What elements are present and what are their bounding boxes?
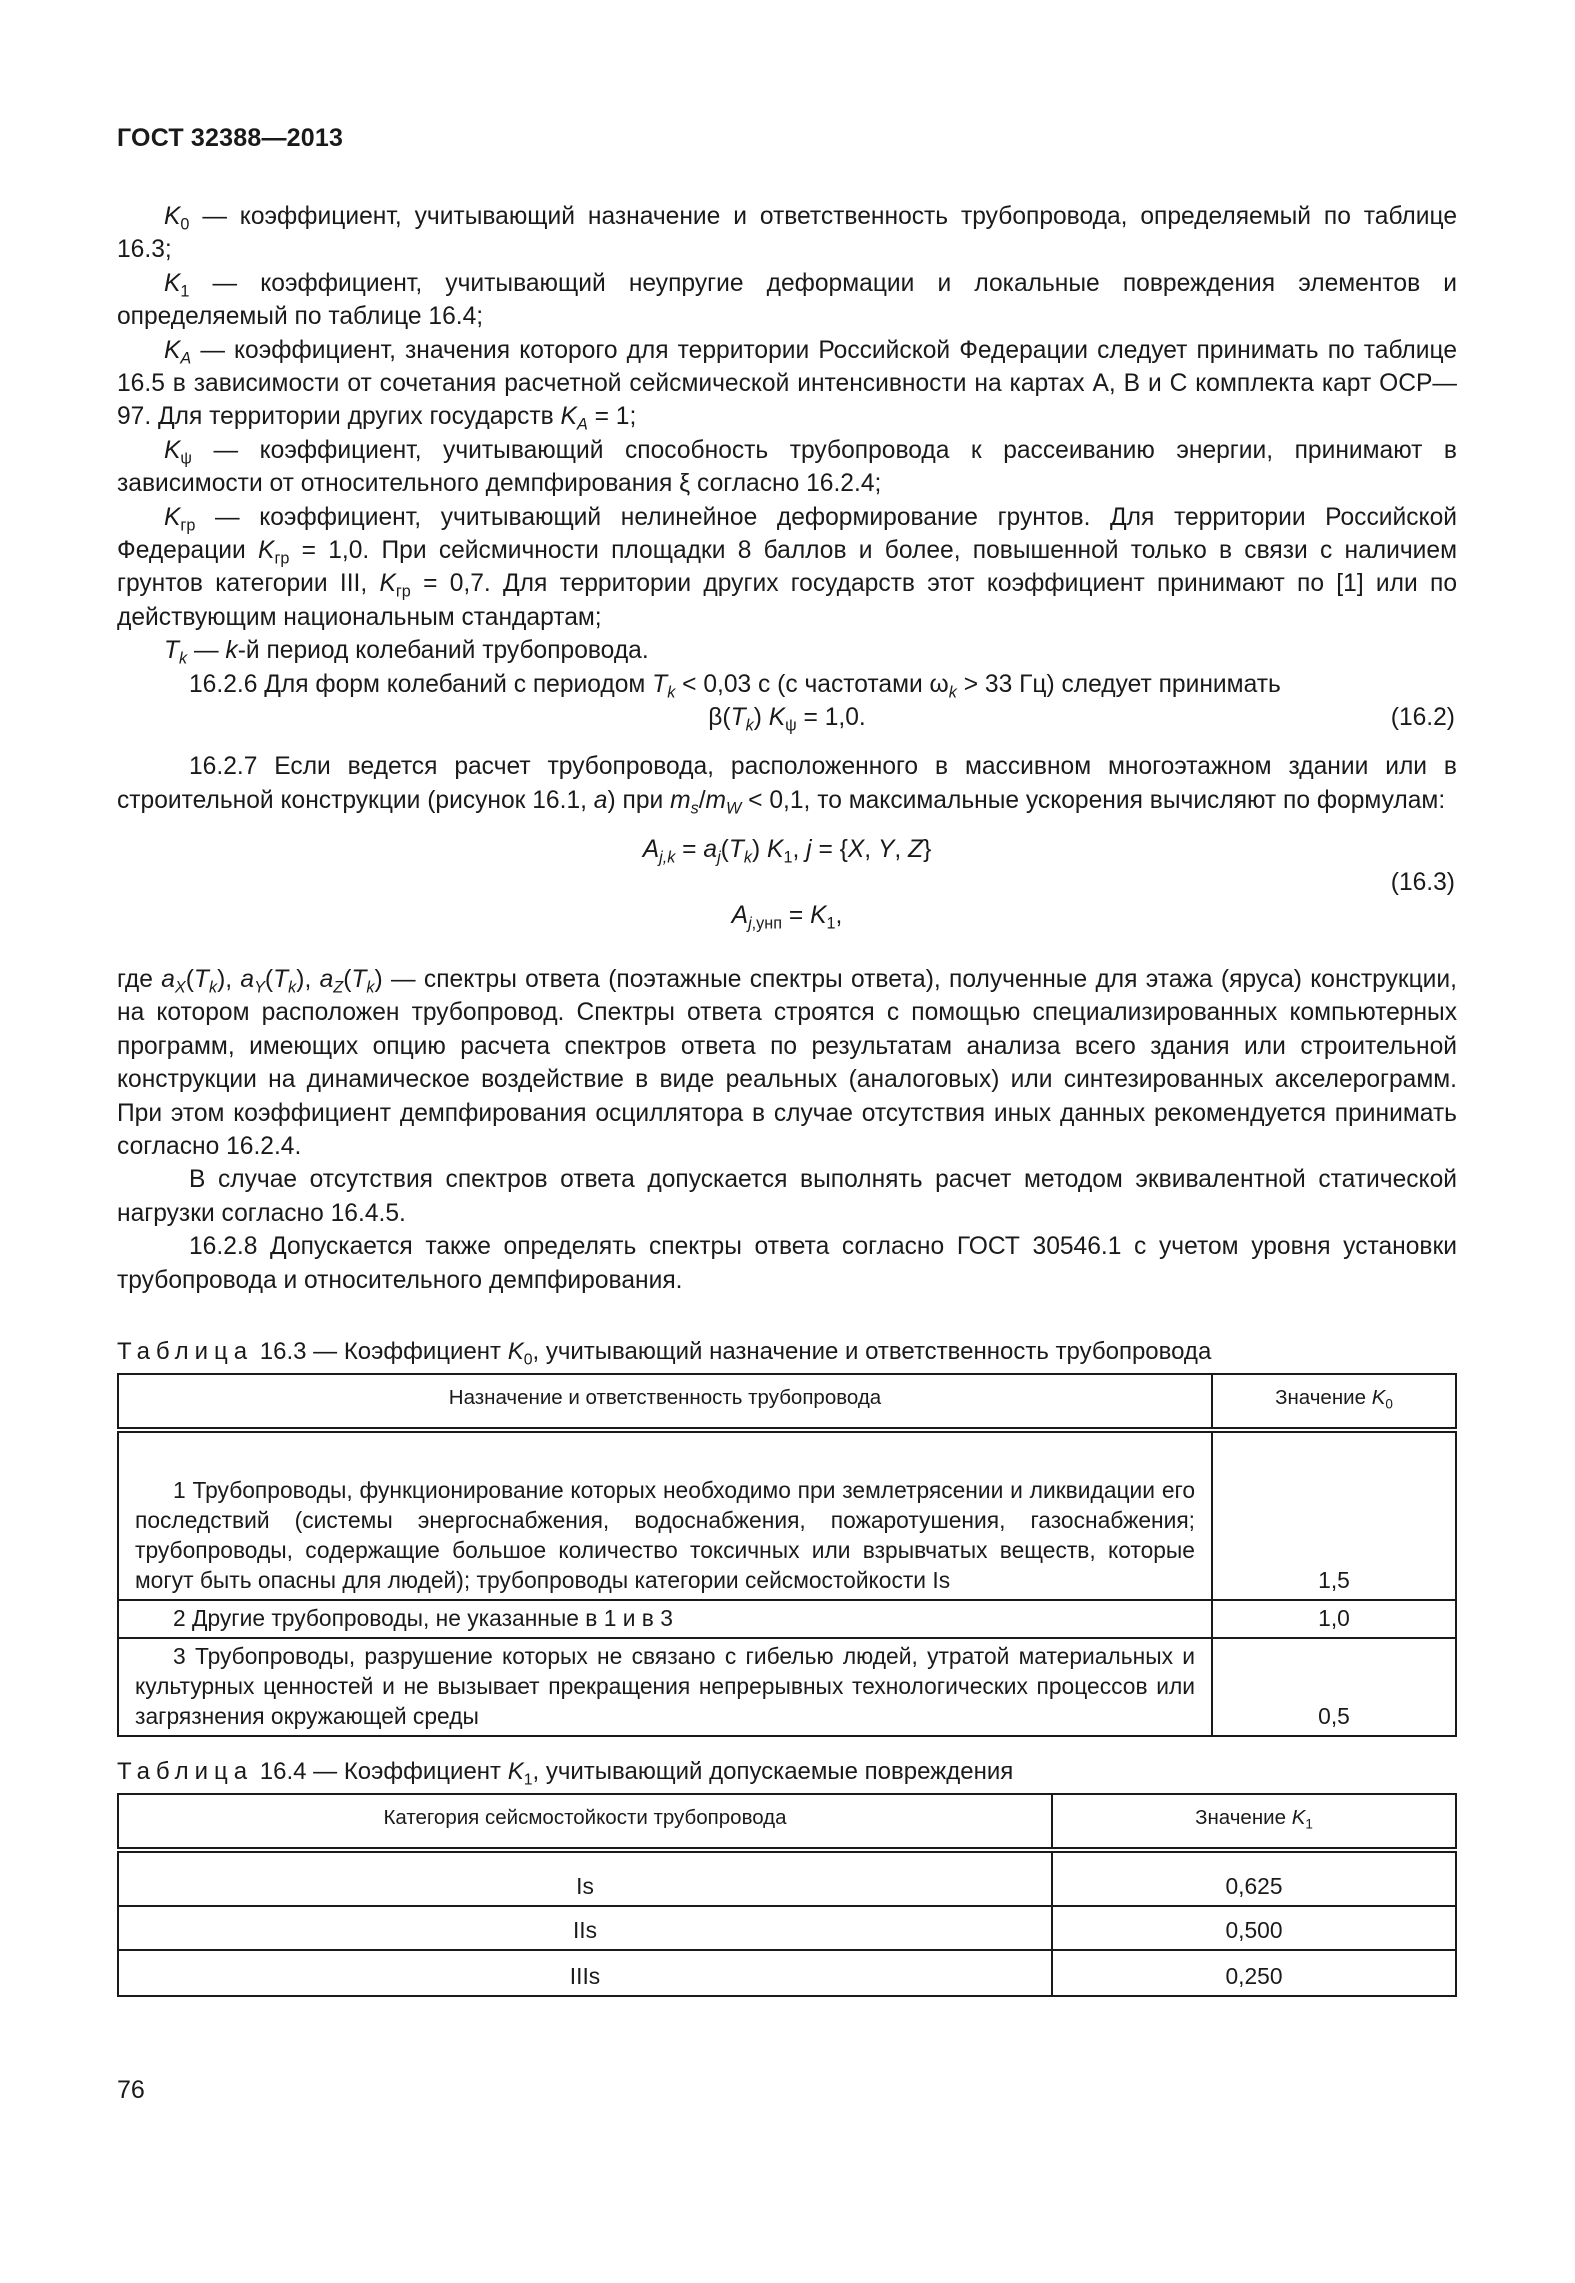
table-cell-value: 1,5 [1212, 1430, 1456, 1600]
table-16-4 [117, 1793, 1457, 1997]
table-cell-category: Is [118, 1850, 1052, 1906]
table-16-3 [117, 1373, 1457, 1737]
paragraph-16-2-7: 16.2.7 Если ведется расчет трубопровода, расположенного в массивном многоэтажном здании или в строительной конструкции (рисунок 16.1, а) при $m_s/m_W < 0,1$, то максимальные ускорения вычисляют по формулам: [117, 753, 1457, 818]
formula-16-2-number: (16.2) [1390, 704, 1455, 732]
definition-ka: $K_A$ — коэффициент, значения которого для территории Российской Федерации следует принимать по таблице 16.5 в зависимости от сочетания расчетной сейсмической интенсивности на картах А, В и С комплекта карт ОСР—97. Для территории других государств $K_A = 1$; [117, 336, 1457, 435]
formula-16-3-line2: $A_{j,унп} = K_1$, [731, 901, 843, 933]
definition-k0: $K_0$ — коэффициент, учитывающий назначение и ответственность трубопровода, определяемый по таблице 16.3; [117, 203, 1457, 264]
table-16-3-header-purpose: Назначение и ответственность трубопровода [118, 1374, 1212, 1430]
page-number: 76 [117, 2076, 145, 2104]
standard-header: ГОСТ 32388—2013 [117, 124, 344, 152]
table-cell-value: 0,625 [1052, 1850, 1456, 1906]
body-text [117, 200, 1457, 1997]
paragraph-16-2-8: 16.2.8 Допускается также определять спектры ответа согласно ГОСТ 30546.1 с учетом уровня установки трубопровода и относительного демпфирования. [117, 1233, 1457, 1294]
table-cell-category: IIs [118, 1906, 1052, 1950]
formula-16-3-line1: $A_{j,k} = a_j(T_k)$ $K_1$, j = {X, Y, Z} [642, 835, 932, 867]
formula-16-3-number: (16.3) [1390, 868, 1455, 896]
paragraph-response-spectra: где $a_X(T_k)$, $a_Y(T_k)$, $a_Z(T_k)$ — спектры ответа (поэтажные спектры ответа), полученные для этажа (яруса) конструкции, на котором расположен трубопровод. Спектры ответа строятся с помощью специализированных компьютерных программ, имеющих опцию расчета спектров ответа по результатам анализа всего здания или строительной конструкции на динамическое воздействие в виде реальных (аналоговых) или синтезированных акселерограмм. При этом коэффициент демпфирования осциллятора в случае отсутствия иных данных рекомендуется принимать согласно 16.2.4. [117, 965, 1457, 1160]
table-row [118, 1850, 1456, 1906]
formula-16-2 [117, 701, 1457, 734]
table-cell-description: 3 Трубопроводы, разрушение которых не связано с гибелью людей, утратой материальных и культурных ценностей и не вызывает прекращения непрерывных технологических процессов или загрязнения окружающей среды [118, 1638, 1212, 1736]
table-cell-value: 0,5 [1212, 1638, 1456, 1736]
table-16-4-header-category: Категория сейсмостойкости трубопровода [118, 1794, 1052, 1850]
table-row [118, 1906, 1456, 1950]
table-row [118, 1638, 1456, 1736]
definition-kpsi: $K_\psi$ — коэффициент, учитывающий способность трубопровода к рассеиванию энергии, принимают в зависимости от относительного демпфирования ξ согласно 16.2.4; [117, 436, 1457, 498]
formula-16-2-expression: $\beta(T_k) K_\psi = 1,0$. [708, 704, 866, 735]
table-row [118, 1430, 1456, 1600]
table-cell-description: 2 Другие трубопроводы, не указанные в 1 и в 3 [118, 1600, 1212, 1638]
table-cell-value: 1,0 [1212, 1600, 1456, 1638]
table-row [118, 1950, 1456, 1996]
paragraph-equivalent-load: В случае отсутствия спектров ответа допускается выполнять расчет методом эквивалентной статической нагрузки согласно 16.4.5. [117, 1166, 1457, 1227]
table-16-3-caption: Таблица 16.3 — Коэффициент $K_0$, учитывающий назначение и ответственность трубопровода [117, 1337, 1212, 1369]
definition-tk: $T_k$ — k-й период колебаний трубопровода. [164, 637, 649, 668]
table-cell-value: 0,500 [1052, 1906, 1456, 1950]
table-16-4-header-value: Значение $K_1$ [1052, 1794, 1456, 1850]
table-row [118, 1600, 1456, 1638]
formula-16-3 [117, 833, 1457, 951]
definition-kgr: $K_{гр}$ — коэффициент, учитывающий нелинейное деформирование грунтов. Для территории Российской Федерации $K_{гр} = 1,0$. При сейсмичности площадки 8 баллов и более, повышенной только в связи с наличием грунтов категории III, $K_{гр} = 0,7$. Для территории других государств этот коэффициент принимают по [1] или по действующим национальным стандартам; [117, 503, 1457, 631]
table-cell-category: IIIs [118, 1950, 1052, 1996]
table-16-3-header-value: Значение $K_0$ [1212, 1374, 1456, 1430]
table-cell-description: 1 Трубопроводы, функционирование которых необходимо при землетрясении и ликвидации его последствий (системы энергоснабжения, водоснабжения, пожаротушения, газоснабжения; трубопроводы, содержащие большое количество токсичных или взрывчатых веществ, которые могут быть опасны для людей); трубопроводы категории сейсмостойкости Is [118, 1430, 1212, 1600]
paragraph-16-2-6: 16.2.6 Для форм колебаний с периодом $T_k < 0,03$ с (с частотами $\omega_k > 33$ Гц) следует принимать [189, 670, 1281, 702]
table-16-4-caption: Таблица 16.4 — Коэффициент $K_1$, учитывающий допускаемые повреждения [117, 1757, 1014, 1789]
table-cell-value: 0,250 [1052, 1950, 1456, 1996]
definition-k1: $K_1$ — коэффициент, учитывающий неупругие деформации и локальные повреждения элементов и определяемый по таблице 16.4; [117, 269, 1457, 331]
